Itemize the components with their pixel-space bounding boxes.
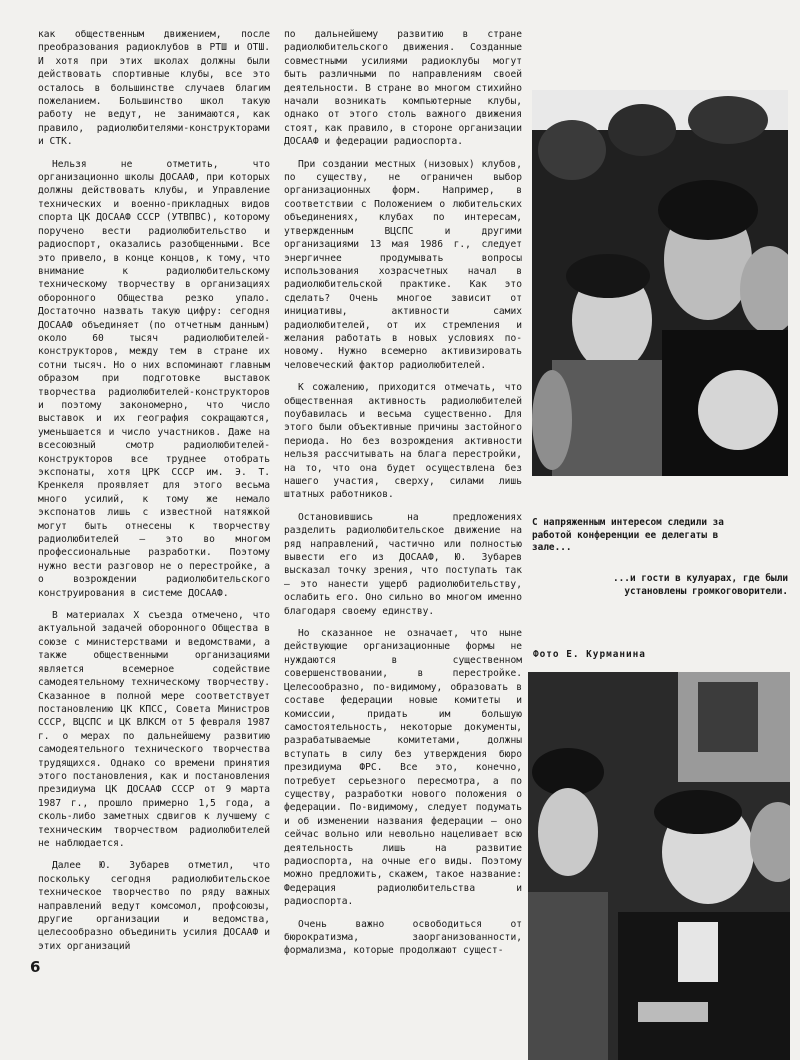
text-column-2 bbox=[284, 28, 522, 967]
page-number: 6 bbox=[30, 958, 41, 976]
paragraph: Очень важно освободиться от бюрократизма, заорганизованности, формализма, которые продолжают сущест- bbox=[284, 918, 522, 957]
paragraph: по дальнейшему развитию в стране радиолюбительского движения. Созданные совместными усилиями радиоклубы могут быть различными по направлениям своей деятельности. В стране во многом стихийно начали возникать компьютерные клубы, однако от этого столь важного движения стоят, как правило, в стороне организации ДОСААФ и федерации радиоспорта. bbox=[284, 29, 522, 148]
paragraph: В материалах X съезда отмечено, что актуальной задачей оборонного Общества в союзе с министерствами и ведомствами, а также общественными организациями является всемерное содействие самодеятельному техническому творчеству. Сказанное в полной мере соответствует постановлению ЦК КПСС, Совета Министров СССР, ВЦСПС и ЦК ВЛКСМ от 5 февраля 1987 г. о мерах по дальнейшему развитию самодеятельного технического творчества трудящихся. Однако со времени принятия этого постановления, как и постановления президиума ЦК ДОСААФ СССР от 9 марта 1987 г., прошло примерно 1,5 года, а сколь-либо заметных сдвигов к лучшему с техническим творчеством радиолюбителей не наблюдается. bbox=[38, 610, 270, 849]
photo-credit: Фото Е. Курманина bbox=[533, 649, 646, 660]
paragraph: К сожалению, приходится отмечать, что общественная активность радиолюбителей поубавилась и весьма существенно. Для этого были объективные причины застойного периода. Но без возрождения активности нельзя рассчитывать на блага перестройки, на то, что она будет осуществлена без нашего участия, сверху, силами лишь штатных работников. bbox=[284, 382, 522, 501]
photo-caption-top: С напряженным интересом следили за работой конференции ее делегаты в зале... bbox=[532, 517, 724, 554]
paragraph: При создании местных (низовых) клубов, по существу, не ограничен выбор организационных форм. Например, в соответствии с Положением о любительских объединениях, клубах по интересам, утвержденным ВЦСПС и другими организациями 13 мая 1986 г., следует энергичнее продумывать вопросы использования хозрасчетных начал в радиолюбительской практике. Как это сделать? Очень многое зависит от инициативы, активности самих радиолюбителей, от их стремления и желания работать в новых условиях по-новому. Нужно всемерно активизировать человеческий фактор радиолюбителей. bbox=[284, 158, 522, 371]
paragraph: как общественным движением, после преобразования радиоклубов в РТШ и ОТШ. И хотя при этих школах должны были действовать спортивные клубы, все это осталось в большинстве случаев благим пожеланием. Большинство школ такую работу не ведут, не занимаются, как правило, радиолюбителями-конструкторами и СТК. bbox=[38, 29, 270, 148]
photo-conference-hall bbox=[532, 90, 788, 476]
paragraph: Остановившись на предложениях разделить радиолюбительское движение на ряд направлений, частично или полностью вывести его из ДОСААФ, Ю. Зубарев высказал точку зрения, что поступать так — это нанести ущерб радиолюбительству, ослабить его. Оно сильно во многом именно благодаря своему единству. bbox=[284, 511, 522, 617]
paragraph: Нельзя не отметить, что организационно школы ДОСААФ, при которых должны действовать клубы, и Управление технических и военно-прикладных видов спорта ЦК ДОСААФ СССР (УТВПВС), которому поручено вести радиолюбительство и радиоспорт, оказались разобщенными. Все это привело, в конце концов, к тому, что внимание к радиолюбительскому техническому творчеству в организациях оборонного Общества резко упало. Достаточно назвать такую цифру: сегодня ДОСААФ объединяет (по отчетным данным) около 60 тысяч радиолюбителей-конструкторов, между тем в стране их сотни тысяч. Но о них вспоминают главным образом при подготовке выставок творчества радиолюбителей-конструкторов и поэтому закономерно, что число выставок и их география сокращаются, уменьшается и число участников. Даже на всесоюзный смотр радиолюбителей-конструкторов все труднее отобрать экспонаты, хотя ЦРК СССР им. Э. Т. Кренкеля проявляет для этого весьма много усилий, к тому же немало экспонатов лишь с известной натяжкой могут быть отнесены к творчеству радиолюбителей — это во многом профессиональные разработки. Поэтому нужно вести разговор не о перестройке, а о возрождении радиолюбительского конструирования в системе ДОСААФ. bbox=[38, 158, 270, 599]
paragraph: Но сказанное не означает, что ныне действующие организационные формы не нуждаются в существенном совершенствовании, в перестройке. Целесообразно, по-видимому, образовать в составе федерации новые комитеты и комиссии, придать им большую самостоятельность, некоторые документы, разрабатываемые комитетами, должны вступать в силу без утверждения бюро президиума ФРС. Все это, конечно, потребует серьезного пересмотра, а по существу, разработки нового положения о федерации. По-видимому, следует подумать и об изменении названия федерации — оно сейчас вольно или невольно нацеливает всю деятельность лишь на развитие радиоспорта, на очные его виды. Поэтому можно предложить, скажем, такое название: Федерация радиолюбительства и радиоспорта. bbox=[284, 628, 522, 908]
photo-caption-bottom: ...и гости в кулуарах, где были установлены громкоговорители. bbox=[613, 573, 788, 597]
photo-lobby-guests bbox=[528, 672, 790, 1060]
text-column-1 bbox=[38, 28, 270, 962]
paragraph: Далее Ю. Зубарев отметил, что поскольку сегодня радиолюбительское техническое творчество по ряду важных направлений ведут комсомол, профсоюзы, другие организации и ведомства, целесообразно объединить усилия ДОСААФ и этих организаций bbox=[38, 860, 270, 952]
